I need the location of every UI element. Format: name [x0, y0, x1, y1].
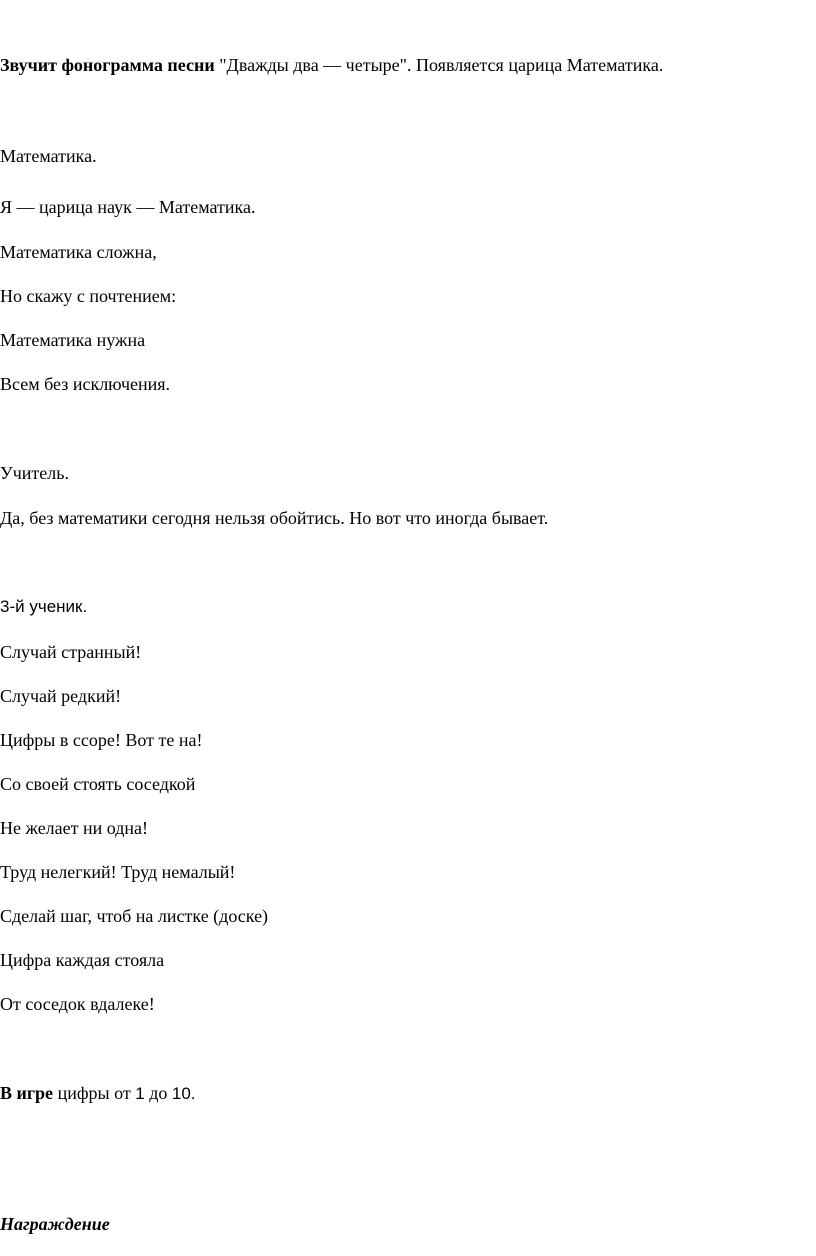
- verse-line: Всем без исключения.: [0, 374, 171, 394]
- game-paragraph: [0, 1082, 196, 1105]
- speaker-teacher: Учитель.: [0, 463, 69, 483]
- verse-line: Математика сложна,: [0, 242, 157, 262]
- verse-line: Не желает ни одна!: [0, 818, 149, 838]
- award-heading: Награждение: [0, 1214, 110, 1234]
- game-number-from: 1: [135, 1084, 145, 1103]
- verse-line: Со своей стоять соседкой: [0, 774, 196, 794]
- verse-line: Цифры в ссоре! Вот те на!: [0, 730, 203, 750]
- verse-line: От соседок вдалеке!: [0, 994, 155, 1014]
- verse-line: Математика нужна: [0, 330, 146, 350]
- intro-text: "Дважды два — четыре". Появляется царица Математика.: [214, 55, 664, 75]
- verse-line: Я — царица наук — Математика.: [0, 197, 256, 217]
- game-period: .: [190, 1084, 196, 1103]
- verse-line: Но скажу с почтением:: [0, 286, 177, 306]
- game-text: цифры от: [53, 1083, 136, 1103]
- speaker-math: Математика.: [0, 146, 97, 166]
- game-bold-text: В игре: [0, 1083, 54, 1103]
- game-text-to: до: [144, 1083, 172, 1103]
- game-number-to: 10: [171, 1084, 191, 1103]
- intro-bold-text: Звучит фонограмма песни: [0, 55, 215, 75]
- verse-line: Сделай шаг, чтоб на листке (доске): [0, 906, 269, 926]
- verse-line: Труд нелегкий! Труд немалый!: [0, 862, 236, 882]
- verse-line: Случай странный!: [0, 642, 142, 662]
- verse-line: Цифра каждая стояла: [0, 950, 165, 970]
- teacher-line: Да, без математики сегодня нельзя обойтись. Но вот что иногда бывает.: [0, 508, 549, 528]
- speaker-student: 3-й ученик.: [0, 597, 88, 616]
- verse-line: Случай редкий!: [0, 686, 122, 706]
- intro-paragraph: [0, 54, 663, 76]
